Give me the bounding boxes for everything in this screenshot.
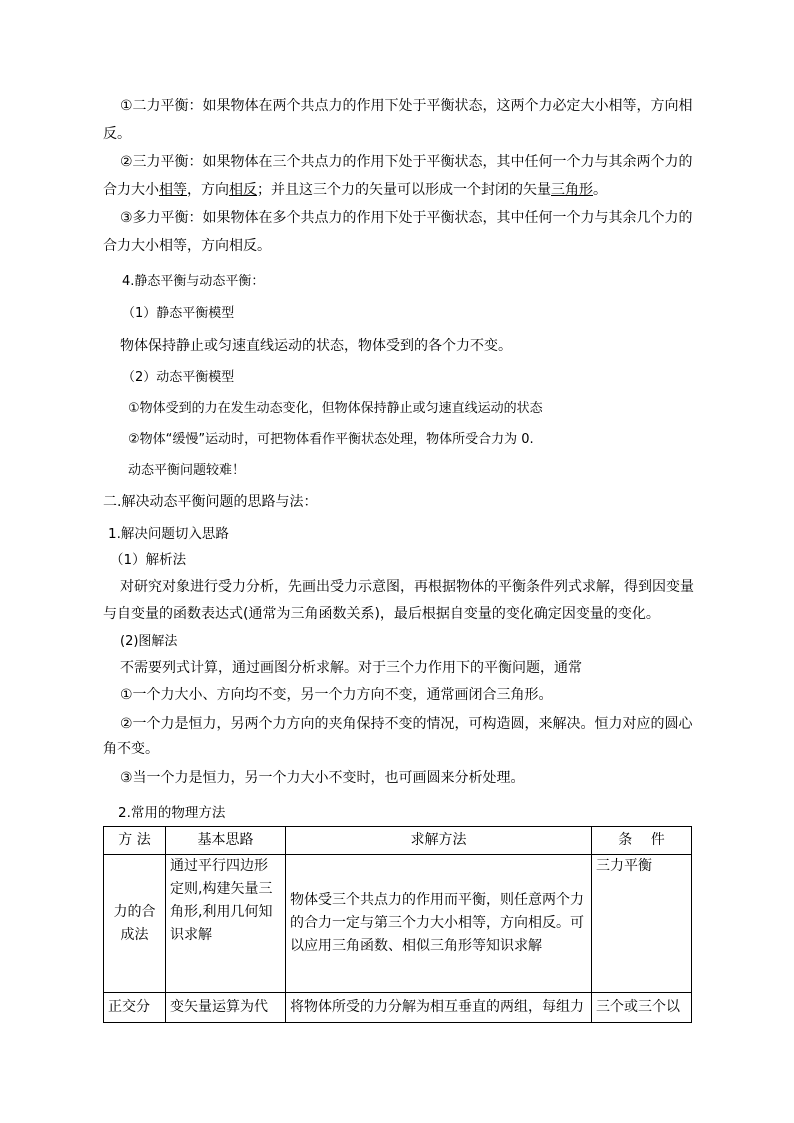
dynamic-balance-point-1: ①物体受到的力在发生动态变化，但物体保持静止或匀速直线运动的状态 xyxy=(128,401,543,416)
graphic-method-heading: (2)图解法 xyxy=(120,634,178,649)
graphic-method-case-2-line1: ②一个力是恒力，另两个力方向的夹角保持不变的情况，可构造圆，来解决。恒力对应的圆心 xyxy=(120,716,693,732)
graphic-method-case-2-line2: 角不变。 xyxy=(103,741,159,757)
analytic-method-line1: 对研究对象进行受力分析，先画出受力示意图，再根据物体的平衡条件列式求解，得到因变量 xyxy=(120,579,694,595)
physics-methods-heading: 2.常用的物理方法 xyxy=(118,805,226,821)
section-2-title: 二.解决动态平衡问题的思路与法： xyxy=(103,494,318,510)
table-row xyxy=(104,993,692,1023)
graphic-method-case-3: ③当一个力是恒力，另一个力大小不变时，也可画圆来分析处理。 xyxy=(120,770,525,786)
static-balance-text: 物体保持静止或匀速直线运动的状态，物体受到的各个力不变。 xyxy=(120,338,512,354)
text-segment: 。 xyxy=(593,182,607,198)
header-idea: 基本思路 xyxy=(166,827,286,855)
dynamic-balance-heading: （2）动态平衡模型 xyxy=(122,370,235,385)
approach-heading: 1.解决问题切入思路 xyxy=(108,526,229,542)
header-solve: 求解方法 xyxy=(286,827,592,855)
text-segment: ，方向 xyxy=(187,182,229,198)
two-force-balance-line2: 反。 xyxy=(103,126,131,142)
header-condition: 条 件 xyxy=(592,827,692,855)
cell-idea: 通过平行四边形定则,构建矢量三角形,利用几何知识求解 xyxy=(166,855,286,993)
table-row xyxy=(104,855,692,993)
analytic-method-heading: （1）解析法 xyxy=(110,552,187,568)
cell-solve: 物体受三个共点力的作用而平衡，则任意两个力的合力一定与第三个力大小相等，方向相反。可以应用三角函数、相似三角形等知识求解 xyxy=(286,855,592,993)
cell-solve: 将物体所受的力分解为相互垂直的两组，每组力 xyxy=(286,993,592,1023)
table-header-row xyxy=(104,827,692,855)
three-force-balance-line1: ②三力平衡：如果物体在三个共点力的作用下处于平衡状态，其中任何一个力与其余两个力的 xyxy=(120,154,693,170)
cell-idea: 变矢量运算为代 xyxy=(166,993,286,1023)
graphic-method-case-1: ①一个力大小、方向均不变，另一个力方向不变，通常画闭合三角形。 xyxy=(120,687,553,703)
underlined-term-triangle: 三角形 xyxy=(551,182,593,198)
static-balance-heading: （1）静态平衡模型 xyxy=(122,306,235,321)
multi-force-balance-line1: ③多力平衡：如果物体在多个共点力的作用下处于平衡状态，其中任何一个力与其余几个力的 xyxy=(120,210,693,226)
dynamic-balance-point-2: ②物体“缓慢”运动时，可把物体看作平衡状态处理，物体所受合力为 0. xyxy=(128,432,534,447)
text-segment: 合力大小 xyxy=(103,182,159,198)
multi-force-balance-line2: 合力大小相等，方向相反。 xyxy=(103,238,271,254)
text-segment: ；并且这三个力的矢量可以形成一个封闭的矢量 xyxy=(257,182,551,198)
header-method: 方 法 xyxy=(104,827,166,855)
two-force-balance-line1: ①二力平衡：如果物体在两个共点力的作用下处于平衡状态，这两个力必定大小相等，方向相 xyxy=(120,98,693,114)
three-force-balance-line2 xyxy=(103,180,607,200)
methods-table xyxy=(103,826,692,1023)
dynamic-balance-note: 动态平衡问题较难！ xyxy=(128,463,246,478)
cell-condition: 三个或三个以 xyxy=(592,993,692,1023)
cell-method: 正交分 xyxy=(104,993,166,1023)
graphic-method-line1: 不需要列式计算，通过画图分析求解。对于三个力作用下的平衡问题，通常 xyxy=(120,660,582,676)
section-4-title: 4.静态平衡与动态平衡： xyxy=(122,274,265,289)
cell-method: 力的合成法 xyxy=(104,855,166,993)
underlined-term-equal: 相等 xyxy=(159,182,187,198)
analytic-method-line2: 与自变量的函数表达式(通常为三角函数关系)，最后根据自变量的变化确定因变量的变化。 xyxy=(103,606,660,622)
cell-condition: 三力平衡 xyxy=(592,855,692,993)
underlined-term-opposite: 相反 xyxy=(229,182,257,198)
